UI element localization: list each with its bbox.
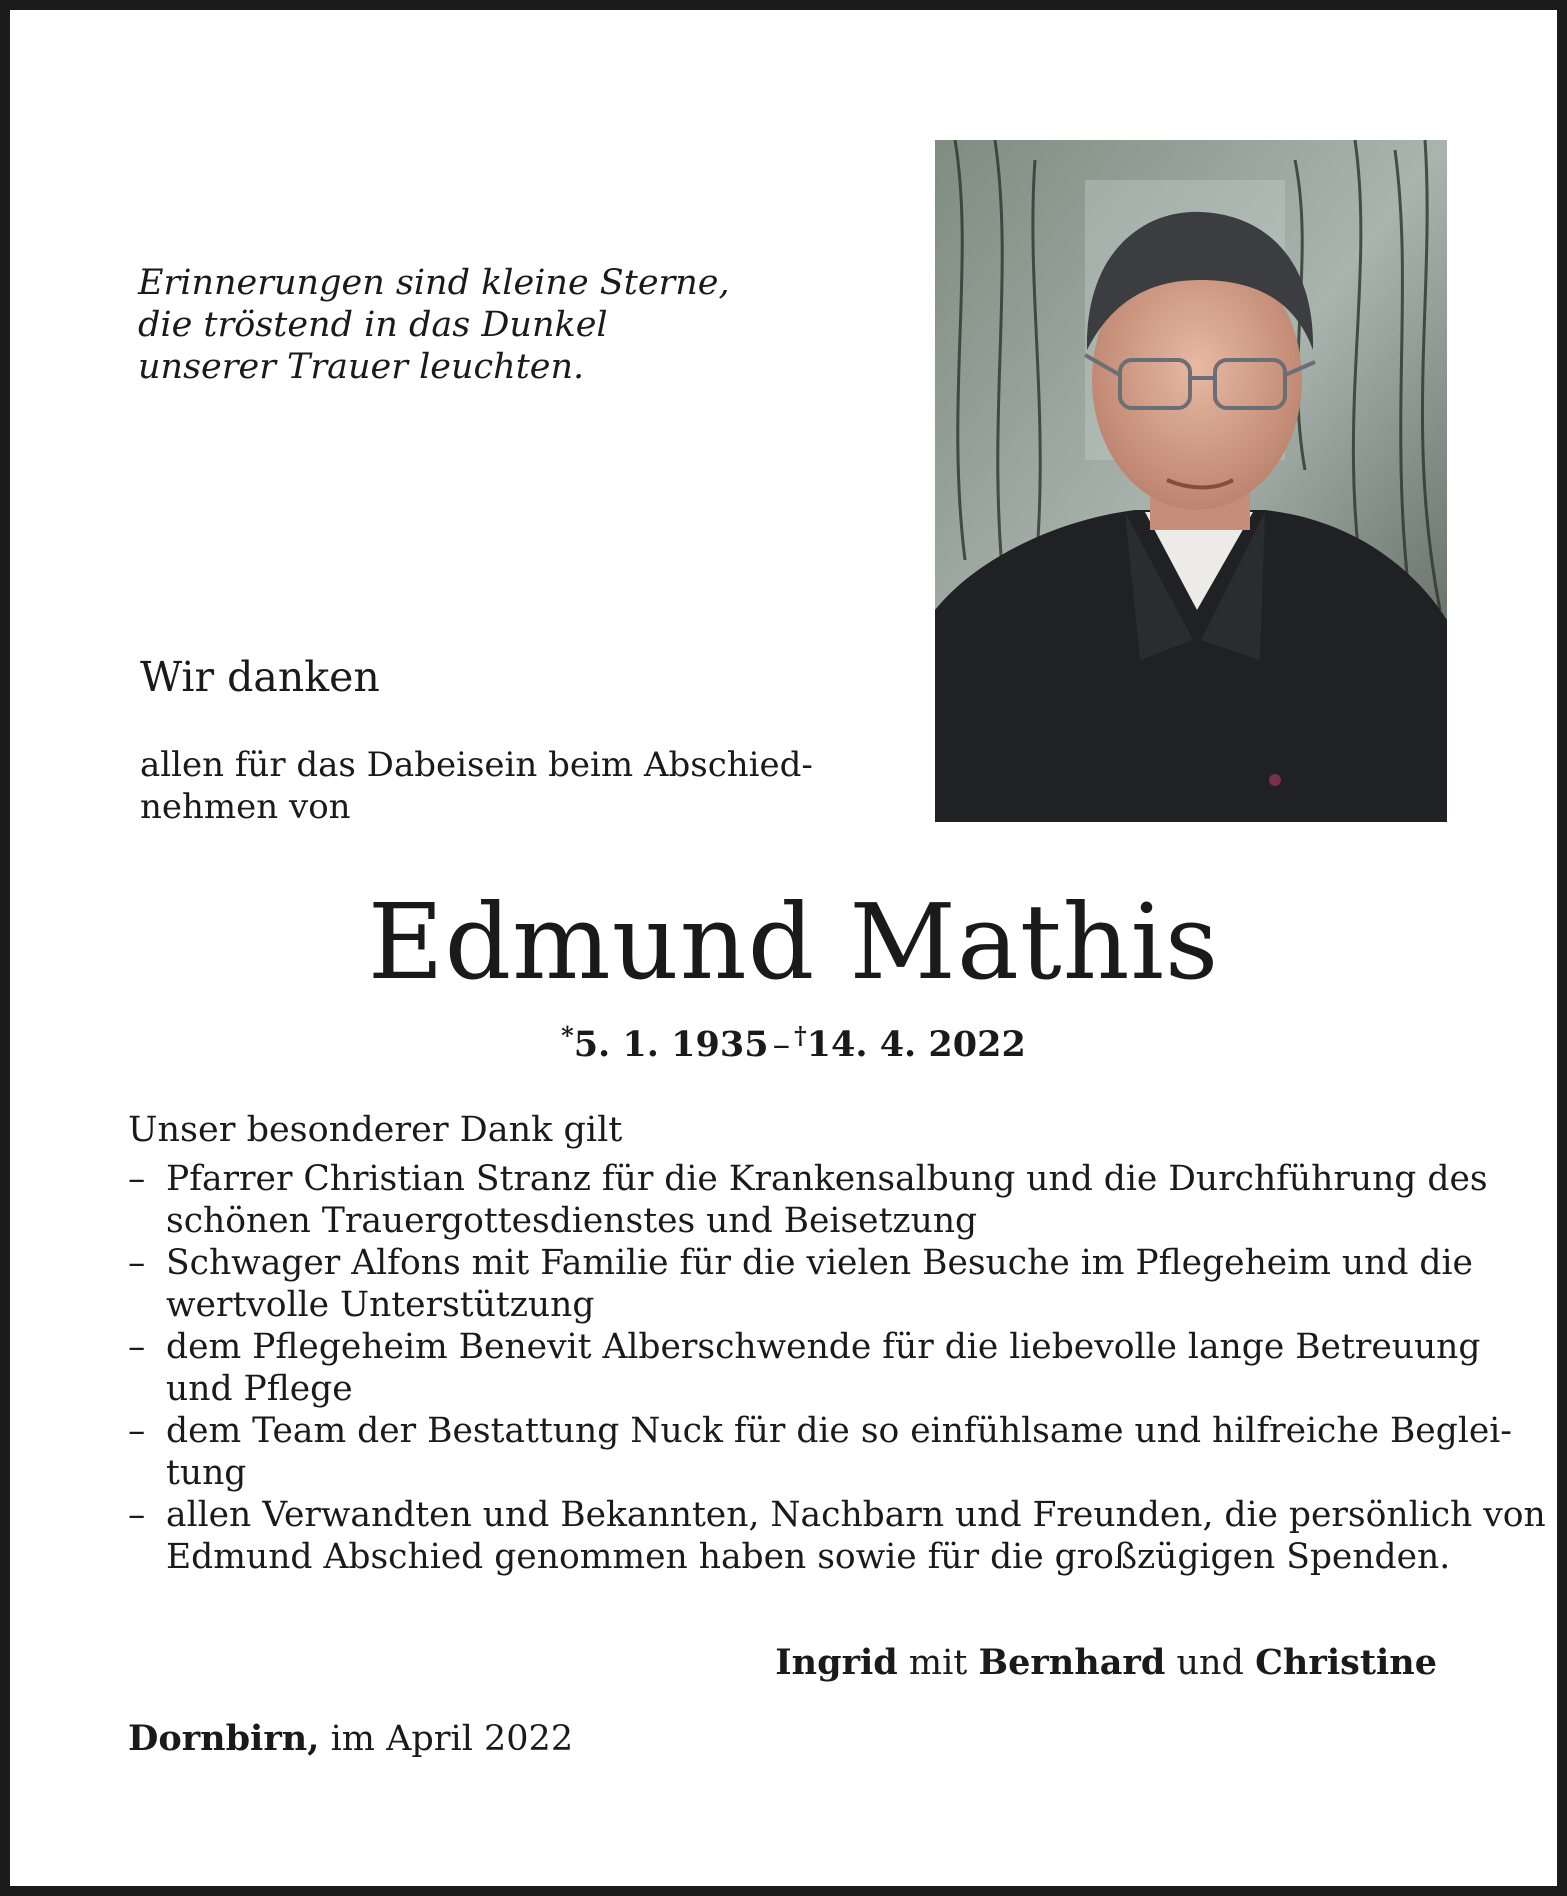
- item-line: Edmund Abschied genommen haben sowie für die großzügigen Spenden.: [166, 1537, 1451, 1577]
- list-item: [128, 1326, 1481, 1410]
- birth-date: 5. 1. 1935: [573, 1024, 769, 1065]
- item-line: dem Team der Bestattung Nuck für die so einfühlsame und hilfreiche Beglei-: [166, 1411, 1512, 1451]
- signer-name: Bernhard: [978, 1642, 1166, 1683]
- item-line: tung: [166, 1453, 247, 1493]
- intro-line: allen für das Dabeisein beim Abschied-: [140, 745, 813, 785]
- place-city: Dornbirn,: [128, 1718, 320, 1759]
- bullet-dash: –: [128, 1243, 146, 1283]
- gratitude-list: [128, 1158, 1546, 1578]
- item-line: allen Verwandten und Bekannten, Nachbarn und Freunden, die persönlich von: [166, 1495, 1546, 1535]
- death-symbol: †: [794, 1021, 807, 1050]
- bullet-dash: –: [128, 1411, 146, 1451]
- signature-conjunction: mit: [908, 1643, 968, 1683]
- thanks-heading: Wir danken: [140, 653, 380, 701]
- item-line: und Pflege: [166, 1369, 353, 1409]
- death-date: 14. 4. 2022: [806, 1024, 1026, 1065]
- item-line: Pfarrer Christian Stranz für die Krankensalbung und die Durchführung des: [166, 1159, 1488, 1199]
- gratitude-intro: Unser besonderer Dank gilt: [128, 1110, 623, 1150]
- portrait-illustration: [935, 140, 1447, 822]
- signer-name: Christine: [1255, 1642, 1437, 1683]
- quote-line: Erinnerungen sind kleine Sterne,: [138, 263, 730, 303]
- item-line: schönen Trauergottesdienstes und Beisetzung: [166, 1201, 978, 1241]
- thanks-intro: [140, 744, 860, 828]
- signature-conjunction: und: [1176, 1643, 1244, 1683]
- signer-name: Ingrid: [775, 1642, 898, 1683]
- list-item: [128, 1242, 1473, 1326]
- portrait-photo: [935, 140, 1447, 822]
- deceased-name: Edmund Mathis: [367, 881, 1220, 1003]
- intro-line: nehmen von: [140, 787, 351, 827]
- bullet-dash: –: [128, 1159, 146, 1199]
- item-line: dem Pflegeheim Benevit Alberschwende für die liebevolle lange Betreuung: [166, 1327, 1481, 1367]
- bullet-dash: –: [128, 1327, 146, 1367]
- family-signature: [775, 1640, 1437, 1686]
- quote-line: unserer Trauer leuchten.: [138, 347, 585, 387]
- place-date: im April 2022: [330, 1719, 574, 1759]
- life-dates: [10, 1013, 1567, 1068]
- birth-symbol: *: [561, 1021, 574, 1050]
- list-item: [128, 1158, 1488, 1242]
- item-line: wertvolle Unterstützung: [166, 1285, 595, 1325]
- date-separator: –: [772, 1025, 791, 1065]
- quote-line: die tröstend in das Dunkel: [138, 305, 608, 345]
- list-item: [128, 1410, 1512, 1494]
- place-and-date: [128, 1716, 573, 1762]
- list-item: [128, 1494, 1546, 1578]
- bullet-dash: –: [128, 1495, 146, 1535]
- item-line: Schwager Alfons mit Familie für die vielen Besuche im Pflegeheim und die: [166, 1243, 1473, 1283]
- memorial-quote: [138, 262, 738, 388]
